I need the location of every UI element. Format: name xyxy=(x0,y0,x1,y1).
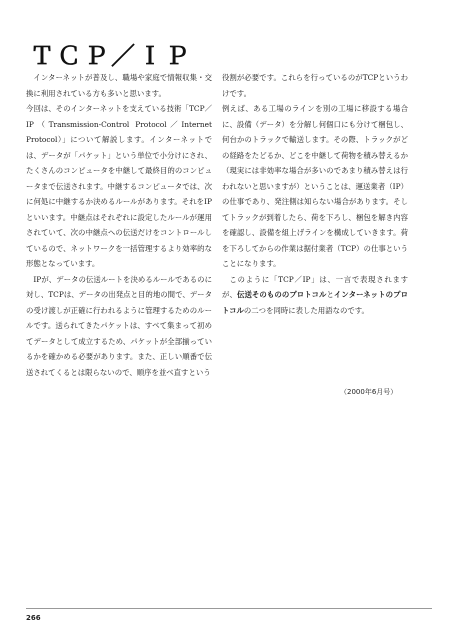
bold-term: インターネットのプロトコル xyxy=(222,290,408,315)
paragraph: 例えば、ある工場のラインを別の工場に移設する場合に、設備（データ）を分解し何個口にも分けて梱包し、何台かのトラックで輸送します。その際、トラックがどの経路をたどるか、どこを中継して荷物を積み替えるか（現実には非効率な場合が多いのであまり積み替えは行われないと思いますが）ということは、運送業者（IP）の仕事であり、発注側は知らない場合があります。そしてトラックが到着したら、荷を下ろし、梱包を解き内容を確認し、設備を組上げラインを構成していきます。荷を下ろしてからの作業は据付業者（TCP）の仕事ということになります。 xyxy=(222,104,408,268)
closing-text: と xyxy=(326,290,334,299)
footer-divider xyxy=(26,608,432,609)
closing-paragraph xyxy=(222,272,408,319)
issue-date: （2000年6月号） xyxy=(340,388,398,396)
page-number: 266 xyxy=(26,614,41,622)
paragraph: インターネットが普及し、職場や家庭で情報収集・交換に利用されている方も多いと思います。 xyxy=(26,73,212,98)
bold-term: 伝送そのもののプロトコル xyxy=(236,290,327,299)
paragraph: 今回は、そのインターネットを支えている技術「TCP／IP（Transmission-Control Protocol／Internet Protocol）」について解説します。インターネットでは、データが「パケット」という単位で小分けにされ、たくさんのコンピュータを中継して最終目的のコンピュータまで伝送されます。中継するコンピュータでは、次に何処に中継するか決めるルールがあります。それをIPといいます。中継点はそれぞれに設定したルールが運用されていて、次の中継点への伝送だけをコントロールしているので、ネットワークを一括管理するより効率的な形態となっています。 xyxy=(26,104,212,268)
paragraph: IPが、データの伝送ルートを決めるルールであるのに対し、TCPは、データの出発点と目的地の間で、データの受け渡しが正確に行われるように管理するためのルールです。送られてきたパケットは、すべて集まって初めてデータとして成立するため、パケットが全部揃っているかを確かめる必要があります。また、正しい順番で伝送されてくるとは限らないので、順序を並べ直すという xyxy=(26,274,212,377)
right-column xyxy=(222,70,408,318)
left-column xyxy=(26,70,212,380)
paragraph: 役割が必要です。これらを行っているのがTCPというわけです。 xyxy=(222,73,408,98)
closing-text: の二つを同時に表した用語なのです。 xyxy=(243,305,369,315)
article-title: ＴＣＰ／ＩＰ xyxy=(30,41,192,70)
closing-text: このように「TCP／IP」は、一言で表現されますが、 xyxy=(222,274,408,299)
